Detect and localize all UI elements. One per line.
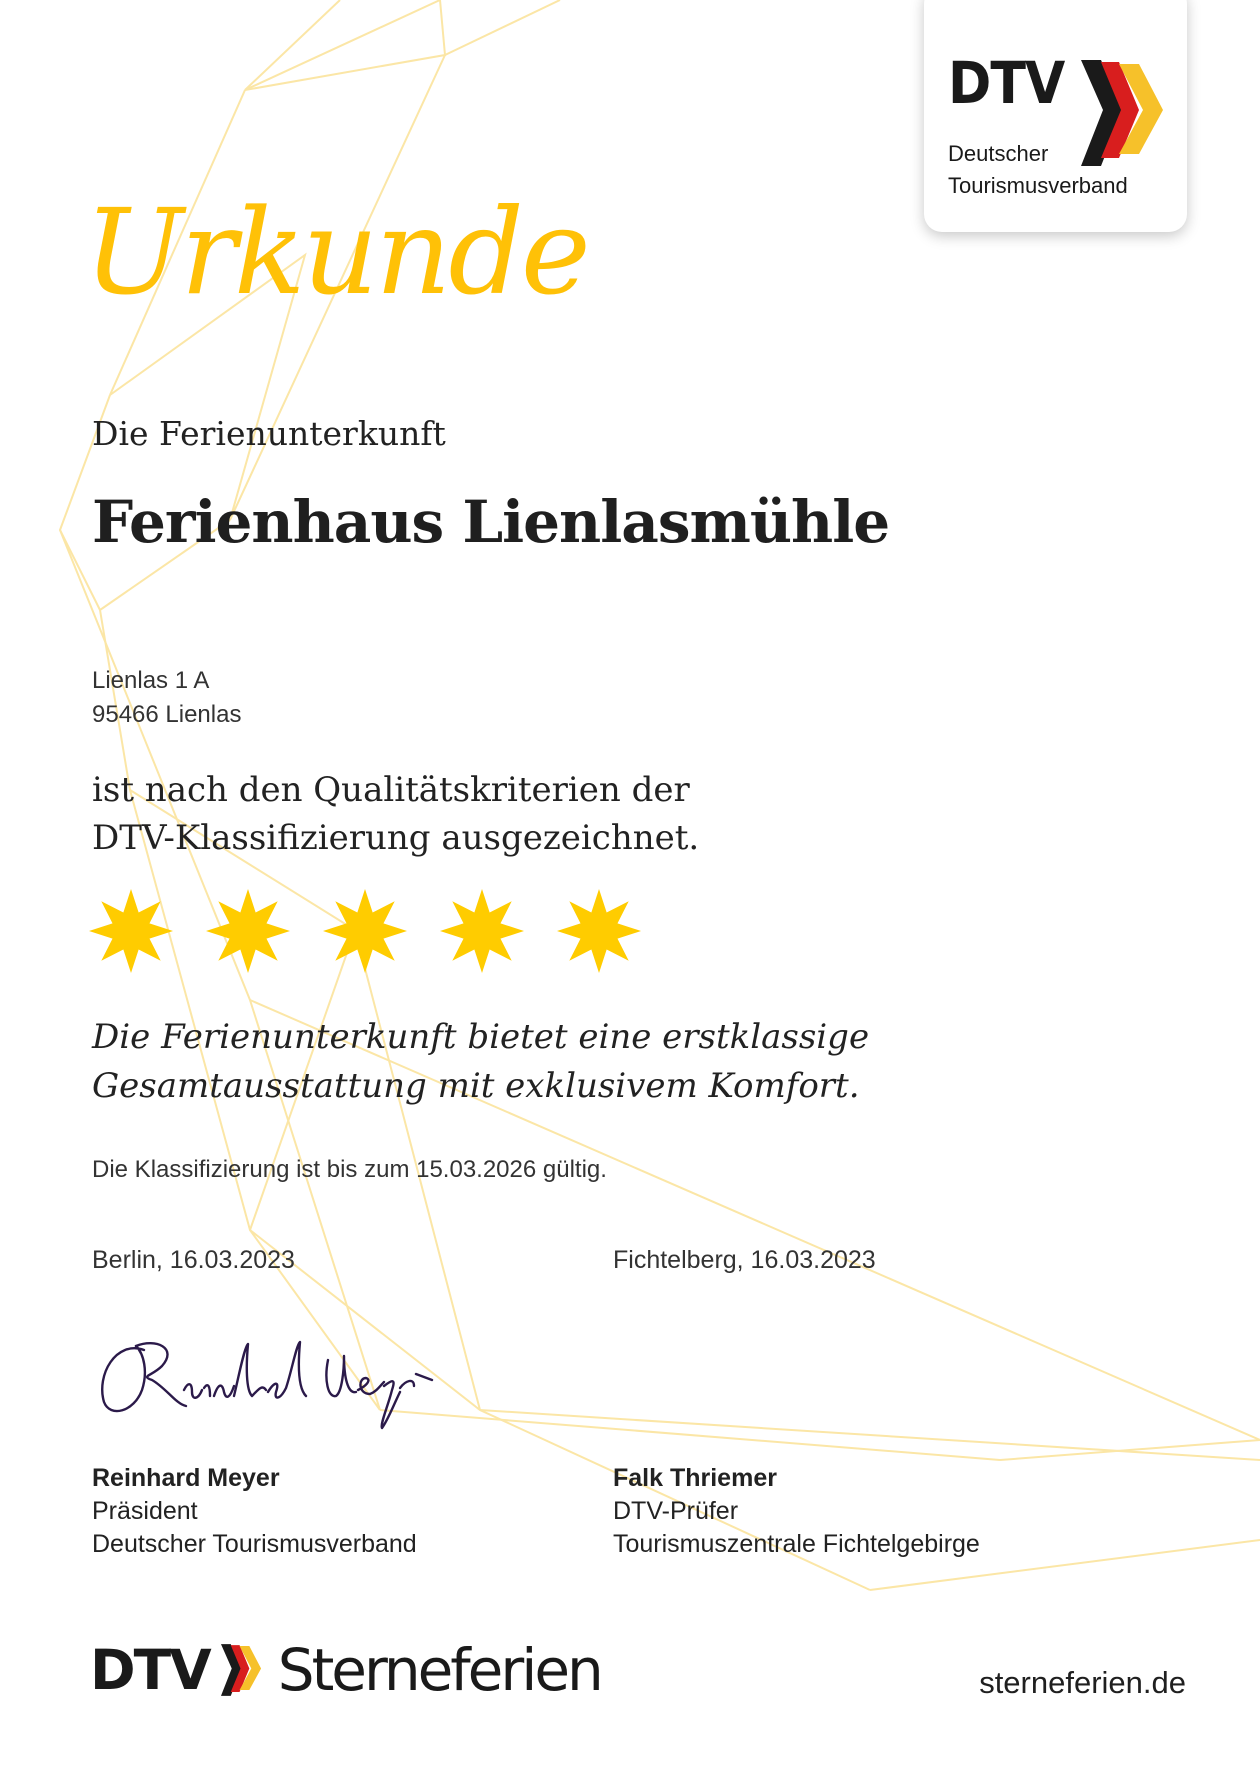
star-icon — [556, 888, 642, 974]
signatory-org: Deutscher Tourismusverband — [92, 1530, 417, 1558]
star-icon — [439, 888, 525, 974]
certificate-title: Urkunde — [84, 183, 588, 321]
address-line: Lienlas 1 A — [92, 667, 210, 694]
signatory-name: Reinhard Meyer — [92, 1464, 280, 1492]
signatory-name: Falk Thriemer — [613, 1464, 777, 1492]
footer-url[interactable]: sterneferien.de — [979, 1665, 1186, 1700]
signatory-left — [92, 1462, 417, 1561]
place-date-left: Berlin, 16.03.2023 — [92, 1246, 295, 1274]
signature-image — [96, 1320, 456, 1430]
star-icon — [322, 888, 408, 974]
signatory-role: Präsident — [92, 1497, 198, 1525]
property-name: Ferienhaus Lienlasmühle — [92, 488, 890, 556]
logo-subtitle-line: Deutscher — [948, 141, 1049, 166]
place-date-right: Fichtelberg, 16.03.2023 — [613, 1246, 876, 1274]
footer-brand: DTV — [90, 1638, 210, 1702]
star-icon — [88, 888, 174, 974]
validity-note: Die Klassifizierung ist bis zum 15.03.2026 gültig. — [92, 1156, 607, 1183]
signatory-role: DTV-Prüfer — [613, 1497, 739, 1525]
signatory-right — [613, 1462, 980, 1561]
signatory-org: Tourismuszentrale Fichtelgebirge — [613, 1530, 980, 1558]
logo-subtitle-line: Tourismusverband — [948, 173, 1128, 198]
rating-description — [92, 1013, 869, 1111]
property-address — [92, 664, 241, 732]
dtv-logo-card — [924, 0, 1187, 232]
logo-subtitle — [948, 138, 1128, 202]
dtv-chevrons-icon — [220, 1643, 264, 1697]
address-line: 95466 Lienlas — [92, 701, 242, 728]
criteria-line: ist nach den Qualitätskriterien der — [92, 770, 690, 810]
criteria-text — [92, 766, 699, 862]
description-line: Die Ferienunterkunft bietet eine erstklassige — [92, 1017, 870, 1057]
footer-product: Sterneferien — [277, 1636, 601, 1704]
dtv-sterneferien-logo — [90, 1636, 601, 1704]
description-line: Gesamtausstattung mit exklusivem Komfort. — [92, 1066, 860, 1106]
star-rating — [88, 888, 642, 974]
logo-brand: DTV — [948, 49, 1065, 117]
star-icon — [205, 888, 291, 974]
criteria-line: DTV-Klassifizierung ausgezeichnet. — [92, 818, 700, 858]
certificate-lead: Die Ferienunterkunft — [92, 414, 446, 453]
